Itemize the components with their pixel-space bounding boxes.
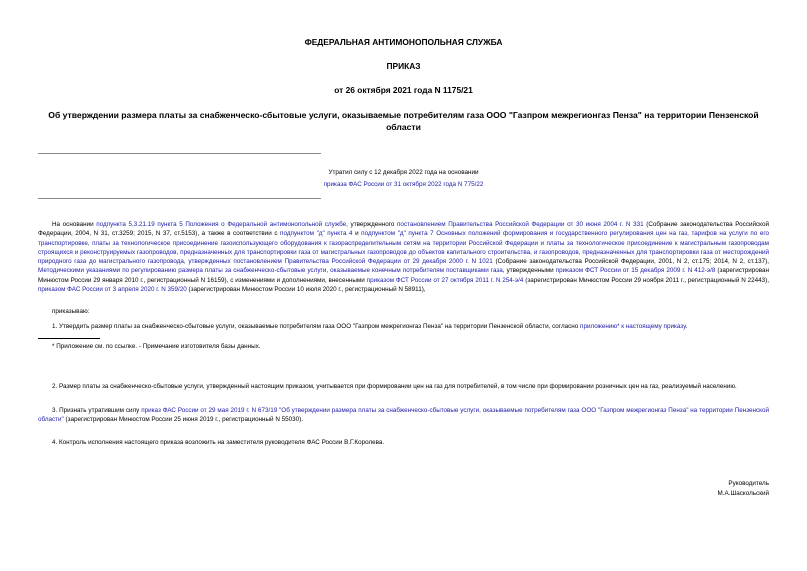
link-fas-order-359[interactable]: приказом ФАС России от 3 апреля 2020 г. N 359/20 [38, 286, 187, 294]
signature-name: М.А.Шаскольский [717, 490, 769, 498]
link-subparagraph-7d[interactable]: подпунктом "д" пункта 7 Основных положений формирования и государственного регулирования цен на газ, тарифов на услуги по его транспортировке, платы за технологическое присоединение газоиспользующего оборудования к газораспределительным сетям на территории Российской Федерации и платы за технологическое присоединение к магистральным газопроводам строящихся и реконструируемых газопроводов, предназначенных для транспортировки газа от магистральных газопроводов до объектов капитального строительства, и газопроводов, предназначенных для транспортировки газа от месторождений природного газа до магистрального газопровода, утвержденных постановлением Правительства Российской Федерации от 29 декабря 2000 г. N 1021 [38, 230, 769, 266]
item-3-end: (зарегистрирован Минюстом России 25 июня 2019 г., регистрационный N 55030). [63, 415, 303, 423]
lost-force-line: Утратил силу с 12 декабря 2022 года на основании [328, 169, 479, 176]
link-fas-order-673[interactable]: приказ ФАС России от 29 мая 2019 г. N 673/19 "Об утверждении размера платы за снабженческо-сбытовые услуги, оказываемые потребителям газа ООО "Газпром межрегионгаз Пенза" на территории Пензенской области" [38, 406, 769, 423]
basis-text: , утвержденного [346, 221, 397, 228]
lost-force-link[interactable]: приказа ФАС России от 31 октября 2022 года N 775/22 [323, 180, 484, 188]
basis-text: , утвержденными [502, 267, 556, 275]
basis-text: (Собрание законодательства Российской Федерации, 2004, N 31, ст.3259; 2015, N 37, ст.5153), а также в соответствии с [38, 221, 770, 238]
link-fas-regulation[interactable]: подпункта 5.3.21.19 пункта 5 Положения о Федеральной антимонопольной службе [96, 221, 347, 228]
link-appendix[interactable]: приложению* к настоящему приказу [580, 322, 686, 330]
ordered-word: приказываю: [52, 308, 90, 316]
item-3-text: 3. Признать утратившим силу [52, 406, 142, 414]
link-subparagraph-4d[interactable]: подпунктом "д" пункта 4 [280, 230, 353, 238]
link-methodical-guidelines[interactable]: Методическими указаниями по регулированию размера платы за снабженческо-сбытовые услуги, оказываемые конечным потребителям поставщиками газа [38, 267, 503, 275]
document-page [38, 30, 769, 499]
item-1-text: 1. Утвердить размер платы за снабженческо-сбытовые услуги, оказываемые потребителям газа ООО "Газпром межрегионгаз Пенза" на территории Пензенской области, согласно [52, 322, 581, 330]
item-1 [38, 322, 769, 331]
basis-text: (Собрание законодательства Российской Федерации, 2001, N 2, ст.175; 2014, N 2, ст.137), [492, 258, 770, 266]
document-date-number: от 26 октября 2021 года N 1175/21 [334, 85, 473, 95]
item-2: 2. Размер платы за снабженческо-сбытовые услуги, утвержденный настоящим приказом, учитывается при формировании цен на газ для потребителей, в том числе при формировании розничных цен на газ, реализуемый населению. [52, 383, 737, 391]
link-fst-order-412[interactable]: приказом ФСТ России от 15 декабря 2009 г. N 412-э/8 [555, 267, 716, 275]
signature-role: Руководитель [728, 480, 769, 488]
document-type: ПРИКАЗ [386, 61, 421, 71]
footnote-divider [38, 338, 100, 339]
basis-text: (зарегистрирован Минюстом России 29 ноября 2011 г., регистрационный N 22443), [523, 276, 769, 284]
agency-name: ФЕДЕРАЛЬНАЯ АНТИМОНОПОЛЬНАЯ СЛУЖБА [304, 37, 503, 47]
basis-text: На основании [52, 221, 97, 228]
signature-block [38, 479, 769, 499]
divider-top [38, 153, 321, 154]
document-title: Об утверждении размера платы за снабженческо-сбытовые услуги, оказываемые потребителям газа ООО "Газпром межрегионгаз Пенза" на территории Пензенской области [48, 110, 759, 132]
basis-text: и [352, 230, 362, 238]
footnote: * Приложение см. по ссылке. - Примечание изготовителя базы данных. [52, 342, 261, 350]
basis-paragraph [38, 220, 769, 294]
lost-force-text [38, 167, 769, 190]
document-body [38, 220, 769, 447]
link-government-resolution-331[interactable]: постановлением Правительства Российской Федерации от 30 июня 2004 г. N 331 [397, 221, 644, 228]
basis-text: (зарегистрирован Минюстом России 10 июля 2020 г., регистрационный N 58911), [186, 286, 426, 294]
item-1-end: . [685, 322, 688, 330]
link-fst-order-254[interactable]: приказом ФСТ России от 27 октября 2011 г. N 254-э/4 [366, 276, 524, 284]
basis-text: (зарегистрирован Минюстом России 29 января 2010 г., регистрационный N 16159), с изменениями и дополнениями, внесенными [38, 267, 770, 284]
item-3 [38, 406, 769, 425]
lost-force-notice [38, 145, 769, 207]
item-4: 4. Контроль исполнения настоящего приказа возложить на заместителя руководителя ФАС России В.Г.Королева. [52, 439, 385, 447]
divider-bottom [38, 198, 321, 199]
